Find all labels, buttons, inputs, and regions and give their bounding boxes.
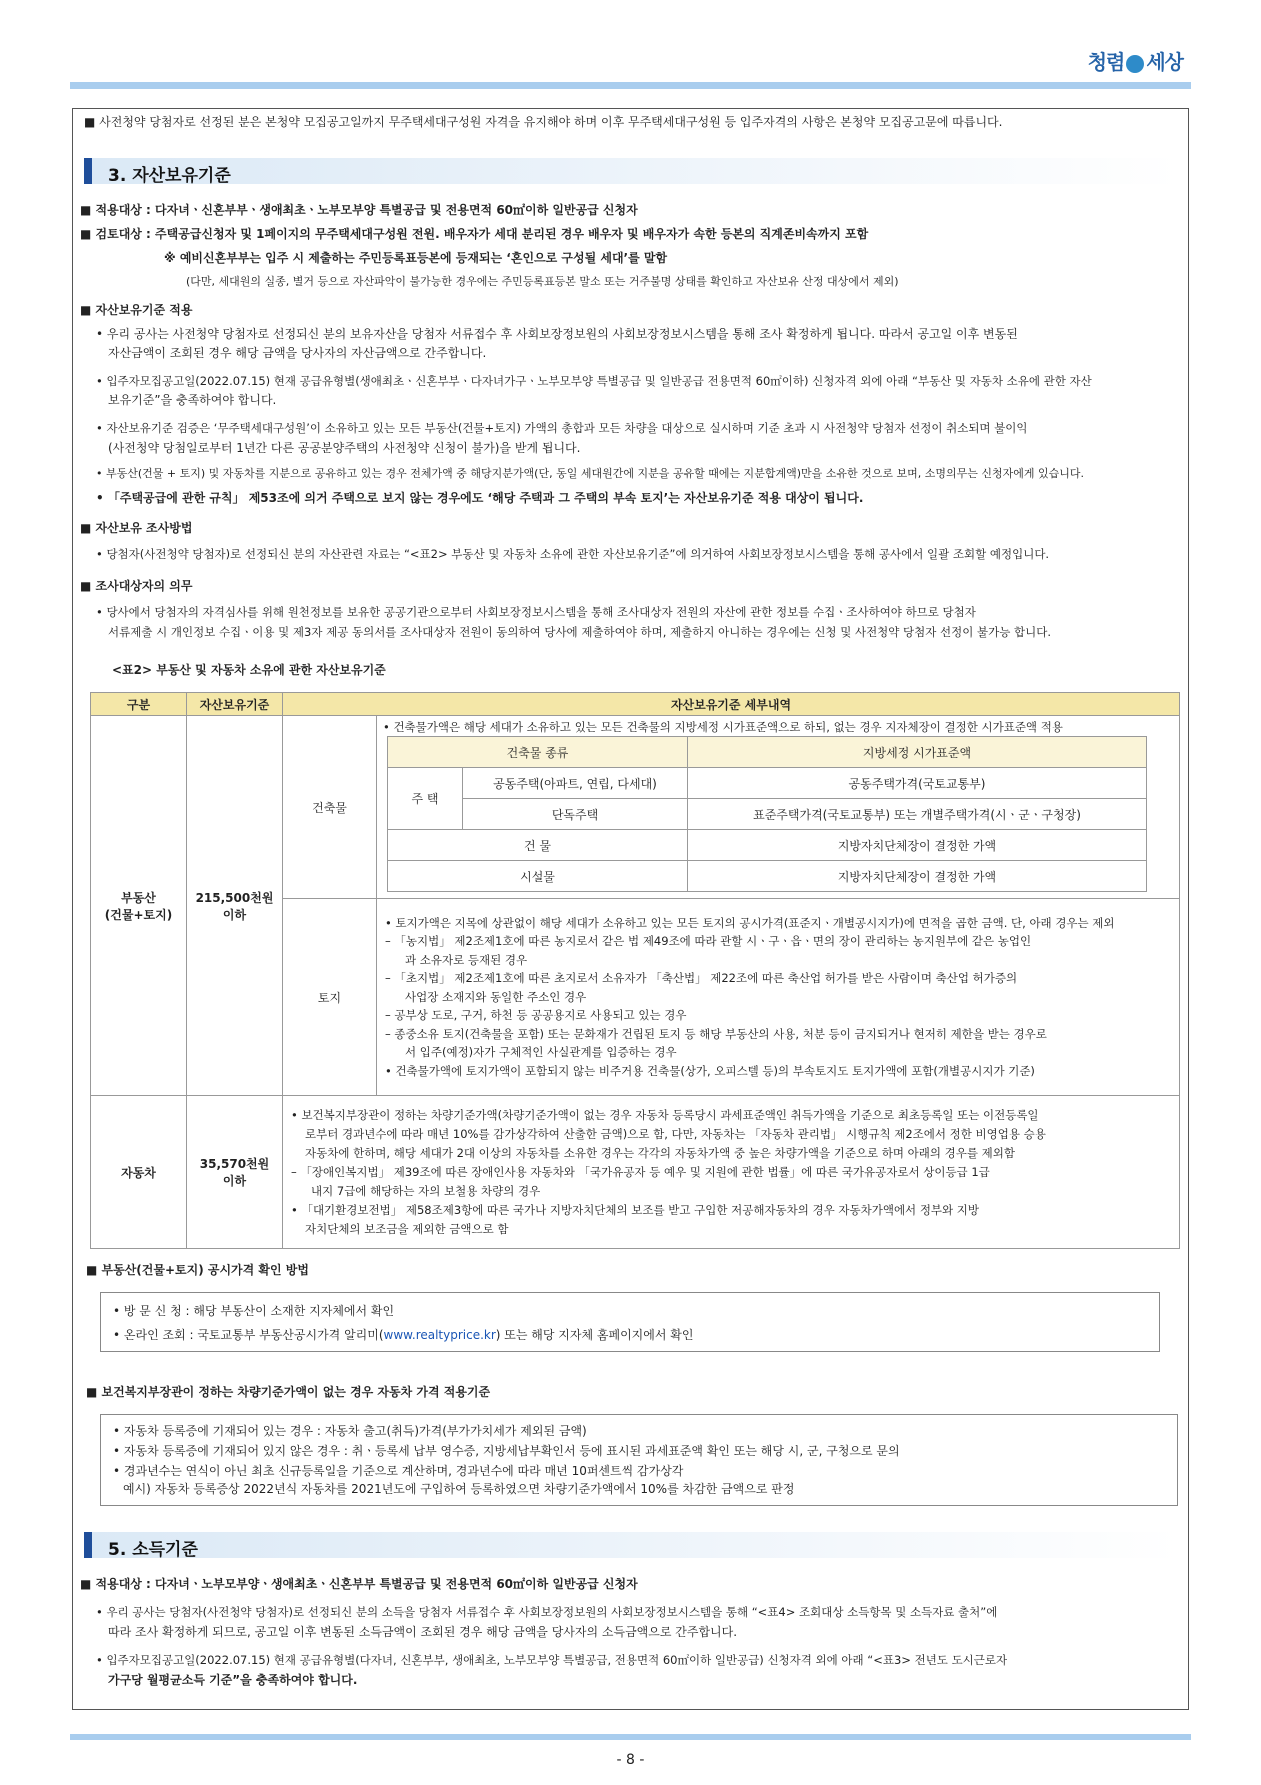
land-detail-cell [377, 899, 1180, 1096]
inner-header-price: 지방세정 시가표준액 [688, 737, 1147, 768]
apply-item-1b: 자산금액이 조회된 경우 해당 금액을 당사자의 자산금액으로 간주합니다. [108, 346, 487, 360]
section5-target: ■ 적용대상 : 다자녀ㆍ노부모부양ㆍ생애최초ㆍ신혼부부 특별공급 및 전용면적 60㎡이하 일반공급 신청자 [80, 1577, 638, 1591]
target-line: ■ 적용대상 : 다자녀ㆍ신혼부부ㆍ생애최초ㆍ노부모부양 특별공급 및 전용면적 60㎡이하 일반공급 신청자 [80, 203, 638, 217]
realestate-label: 부동산 (건물+토지) [91, 716, 187, 1096]
duty-item-b: 서류제출 시 개인정보 수집ㆍ이용 및 제3자 제공 동의서를 조사대상자 전원이 동의하여 당사에 제출하여야 하며, 제출하지 아니하는 경우에는 신청 및 사전청약 당첨자 선정이 불가능 합니다. [108, 625, 1051, 639]
apply-item-4: • 부동산(건물 + 토지) 및 자동차를 지분으로 공유하고 있는 경우 전체가액 중 해당지분가액(단, 동일 세대원간에 지분을 공유할 때에는 지분합계액)만을 소유한 것으로 보며, 소명의무는 신청자에게 있습니다. [96, 467, 1084, 480]
car-line-1: • 보건복지부장관이 정하는 차량기준가액(차량기준가액이 없는 경우 자동차 등록당시 과세표준액인 취득가액을 기준으로 최초등록일 또는 이전등록일 [291, 1107, 1039, 1122]
survey-heading: ■ 자산보유 조사방법 [80, 521, 193, 535]
apply-item-2a: • 입주자모집공고일(2022.07.15) 현재 공급유형별(생애최초ㆍ신혼부부ㆍ다자녀가구ㆍ노부모부양 특별공급 및 일반공급 전용면적 60㎡이하) 신청자격 외에 아래 “부동산 및 자동차 소유에 관한 자산 [96, 374, 1092, 388]
price-check-heading: ■ 부동산(건물+토지) 공시가격 확인 방법 [86, 1263, 309, 1277]
land-line-2: – 「농지법」 제2조제1호에 따른 농지로서 같은 법 제49조에 따라 관할 시ㆍ구ㆍ읍ㆍ면의 장이 관리하는 농지원부에 같은 농업인 [385, 934, 1032, 949]
price-check-box [100, 1292, 1160, 1352]
asset-criteria-table [90, 692, 1180, 1249]
car-limit: 35,570천원 이하 [187, 1096, 283, 1249]
row-building-price: 지방자치단체장이 결정한 가액 [688, 830, 1147, 861]
car-price-example: 예시) 자동차 등록증상 2022년식 자동차를 2021년도에 구입하여 등록하였으면 차량기준가액에서 10%를 차감한 금액으로 판정 [123, 1482, 795, 1496]
car-price-item-1: • 자동차 등록증에 기재되어 있는 경우 : 자동차 출고(취득)가격(부가가치세가 제외된 금액) [113, 1424, 587, 1438]
price-check-item-2-pre: • 온라인 조회 : 국토교통부 부동산공시가격 알리미( [113, 1328, 384, 1342]
apply-item-3a: • 자산보유기준 검증은 ‘무주택세대구성원’이 소유하고 있는 모든 부동산(건물+토지) 가액의 총합과 모든 차량을 대상으로 실시하며 기준 초과 시 사전청약 당첨자 선정이 취소되며 불이익 [96, 421, 1028, 435]
header-limit: 자산보유기준 [187, 693, 283, 716]
section5-item-2b: 가구당 월평균소득 기준”을 충족하여야 합니다. [108, 1673, 358, 1687]
building-price-table [387, 736, 1147, 892]
row-facility-price: 지방자치단체장이 결정한 가액 [688, 861, 1147, 892]
realestate-limit: 215,500천원 이하 [187, 716, 283, 1096]
land-line-4: – 「초지법」 제2조제1호에 따른 초지로서 소유자가 「축산법」 제22조에 따른 축산업 허가를 받은 사람이며 축산업 허가증의 [385, 971, 1018, 986]
house-label: 주 택 [388, 768, 463, 830]
duty-heading: ■ 조사대상자의 의무 [80, 579, 193, 593]
row-apartment-price: 공동주택가격(국토교통부) [688, 768, 1147, 799]
row-apartment-type: 공동주택(아파트, 연립, 다세대) [463, 768, 688, 799]
header-detail: 자산보유기준 세부내역 [283, 693, 1180, 716]
price-check-item-2-post: ) 또는 해당 지자체 홈페이지에서 확인 [495, 1328, 694, 1342]
logo-text-right: 세상 [1146, 50, 1183, 74]
apply-item-1a: • 우리 공사는 사전청약 당첨자로 선정되신 분의 보유자산을 당첨자 서류접수 후 사회보장정보원의 사회보장정보시스템을 통해 조사 확정하게 됩니다. 따라서 공고일 이후 변동된 [96, 327, 1018, 341]
car-price-box [100, 1414, 1178, 1506]
row-detached-type: 단독주택 [463, 799, 688, 830]
survey-item: • 당첨자(사전청약 당첨자)로 선정되신 분의 자산관련 자료는 “<표2> 부동산 및 자동차 소유에 관한 자산보유기준”에 의거하여 사회보장정보시스템을 통해 공사에서 일괄 조회할 예정입니다. [96, 547, 1050, 561]
price-check-item-2 [113, 1327, 693, 1343]
land-line-3: 과 소유자로 등재된 경우 [405, 952, 528, 967]
section-5-header [84, 1532, 1180, 1558]
review-note-2: (다만, 세대원의 실종, 별거 등으로 자산파악이 불가능한 경우에는 주민등록표등본 말소 또는 거주불명 상태를 확인하고 자산보유 산정 대상에서 제외) [186, 275, 899, 288]
apply-item-3b: (사전청약 당첨일로부터 1년간 다른 공공분양주택의 사전청약 신청이 불가)을 받게 됩니다. [108, 441, 581, 455]
logo-mark-icon [1126, 55, 1144, 73]
car-detail-cell [283, 1096, 1180, 1249]
land-line-5: 사업장 소재지와 동일한 주소인 경우 [405, 989, 587, 1004]
section-5-title: 5. 소득기준 [108, 1540, 198, 1560]
notice-top: ■ 사전청약 당첨자로 선정된 분은 본청약 모집공고일까지 무주택세대구성원 자격을 유지해야 하며 이후 무주택세대구성원 등 입주자격의 사항은 본청약 모집공고문에 따릅니다. [84, 115, 1003, 129]
top-rule [70, 82, 1191, 89]
section5-item-1b: 따라 조사 확정하게 되므로, 공고일 이후 변동된 소득금액이 조회된 경우 해당 금액을 당사자의 소득금액으로 간주합니다. [108, 1625, 738, 1639]
land-line-6: – 공부상 도로, 구거, 하천 등 공공용지로 사용되고 있는 경우 [385, 1008, 687, 1023]
bottom-rule [70, 1734, 1191, 1740]
section5-item-2a: • 입주자모집공고일(2022.07.15) 현재 공급유형별(다자녀, 신혼부부, 생애최초, 노부모부양 특별공급, 전용면적 60㎡이하 일반공급) 신청자격 외에 아래 “<표3> 전년도 도시근로자 [96, 1653, 1008, 1667]
table2-caption: <표2> 부동산 및 자동차 소유에 관한 자산보유기준 [112, 663, 386, 677]
section-3-header [84, 158, 1180, 184]
apply-item-5: • 「주택공급에 관한 규칙」 제53조에 의거 주택으로 보지 않는 경우에도 ‘해당 주택과 그 주택의 부속 토지’는 자산보유기준 적용 대상이 됩니다. [96, 491, 864, 505]
car-price-item-2: • 자동차 등록증에 기재되어 있지 않은 경우 : 취ㆍ등록세 납부 영수증, 지방세납부확인서 등에 표시된 과세표준액 확인 또는 해당 시, 군, 구청으로 문의 [113, 1444, 900, 1458]
car-line-2: 로부터 경과년수에 따라 매년 10%를 감가상각하여 산출한 금액)으로 함, 다만, 자동차는 「자동차 관리법」 시행규칙 제2조에서 정한 비영업용 승용 [305, 1126, 1046, 1141]
inner-header-type: 건축물 종류 [388, 737, 688, 768]
building-note: • 건축물가액은 해당 세대가 소유하고 있는 모든 건축물의 지방세정 시가표준액으로 하되, 없는 경우 지자체장이 결정한 시가표준액 적용 [383, 720, 1063, 734]
building-label: 건축물 [283, 716, 377, 899]
land-line-9: • 건축물가액에 토지가액이 포함되지 않는 비주거용 건축물(상가, 오피스텔 등)의 부속토지도 토지가액에 포함(개별공시지가 기준) [385, 1063, 1035, 1078]
car-price-heading: ■ 보건복지부장관이 정하는 차량기준가액이 없는 경우 자동차 가격 적용기준 [86, 1385, 491, 1399]
price-check-item-1: • 방 문 신 청 : 해당 부동산이 소재한 지자체에서 확인 [113, 1304, 395, 1318]
duty-item-a: • 당사에서 당첨자의 자격심사를 위해 원천정보를 보유한 공공기관으로부터 사회보장정보시스템을 통해 조사대상자 전원의 자산에 관한 정보를 수집ㆍ조사하여야 하므로 당첨자 [96, 605, 976, 619]
car-line-6: • 「대기환경보전법」 제58조제3항에 따른 국가나 지방자치단체의 보조를 받고 구입한 저공해자동차의 경우 자동차가액에서 정부와 지방 [291, 1202, 980, 1217]
land-line-1: • 토지가액은 지목에 상관없이 해당 세대가 소유하고 있는 모든 토지의 공시가격(표준지ㆍ개별공시지가)에 면적을 곱한 금액. 단, 아래 경우는 제외 [385, 915, 1115, 930]
land-line-7: – 종중소유 토지(건축물을 포함) 또는 문화재가 건립된 토지 등 해당 부동산의 사용, 처분 등이 금지되거나 현저히 제한을 받는 경우로 [385, 1026, 1047, 1041]
apply-heading: ■ 자산보유기준 적용 [80, 303, 193, 317]
logo-text-left: 청렴 [1087, 50, 1125, 74]
review-note-1: ※ 예비신혼부부는 입주 시 제출하는 주민등록표등본에 등재되는 ‘혼인으로 구성될 세대’를 말함 [164, 251, 668, 265]
row-detached-price: 표준주택가격(국토교통부) 또는 개별주택가격(시ㆍ군ㆍ구청장) [688, 799, 1147, 830]
car-label: 자동차 [91, 1096, 187, 1249]
page-number: - 8 - [616, 1752, 645, 1768]
car-line-7: 자치단체의 보조금을 제외한 금액으로 함 [305, 1221, 509, 1236]
realtyprice-link[interactable]: www.realtyprice.kr [383, 1328, 496, 1342]
section-3-title: 3. 자산보유기준 [108, 166, 231, 186]
row-building-type: 건 물 [388, 830, 688, 861]
car-line-3: 자동차에 한하며, 해당 세대가 2대 이상의 자동차를 소유한 경우는 각각의 자동차가액 중 높은 차량가액을 기준으로 하며 아래의 경우를 제외함 [305, 1145, 1015, 1160]
review-line: ■ 검토대상 : 주택공급신청자 및 1페이지의 무주택세대구성원 전원. 배우자가 세대 분리된 경우 배우자 및 배우자가 속한 등본의 직계존비속까지 포함 [80, 227, 869, 241]
row-facility-type: 시설물 [388, 861, 688, 892]
land-label: 토지 [283, 899, 377, 1096]
integrity-logo [1088, 46, 1183, 75]
building-detail-cell [377, 716, 1180, 899]
car-line-4: – 「장애인복지법」 제39조에 따른 장애인사용 자동차와 「국가유공자 등 예우 및 지원에 관한 법률」에 따른 국가유공자로서 상이등급 1급 [291, 1164, 990, 1179]
car-line-5: 내지 7급에 해당하는 자의 보철용 차량의 경우 [311, 1183, 541, 1198]
apply-item-2b: 보유기준”을 충족하여야 합니다. [108, 393, 277, 407]
section5-item-1a: • 우리 공사는 당첨자(사전청약 당첨자)로 선정되신 분의 소득을 당첨자 서류접수 후 사회보장정보원의 사회보장정보시스템을 통해 “<표4> 조회대상 소득항목 및 소득자료 출처”에 [96, 1605, 998, 1619]
land-line-8: 서 입주(예정)자가 구체적인 사실관계를 입증하는 경우 [405, 1045, 677, 1060]
car-price-item-3: • 경과년수는 연식이 아닌 최초 신규등록일을 기준으로 계산하며, 경과년수에 따라 매년 10퍼센트씩 감가상각 [113, 1464, 684, 1478]
header-category: 구분 [91, 693, 187, 716]
